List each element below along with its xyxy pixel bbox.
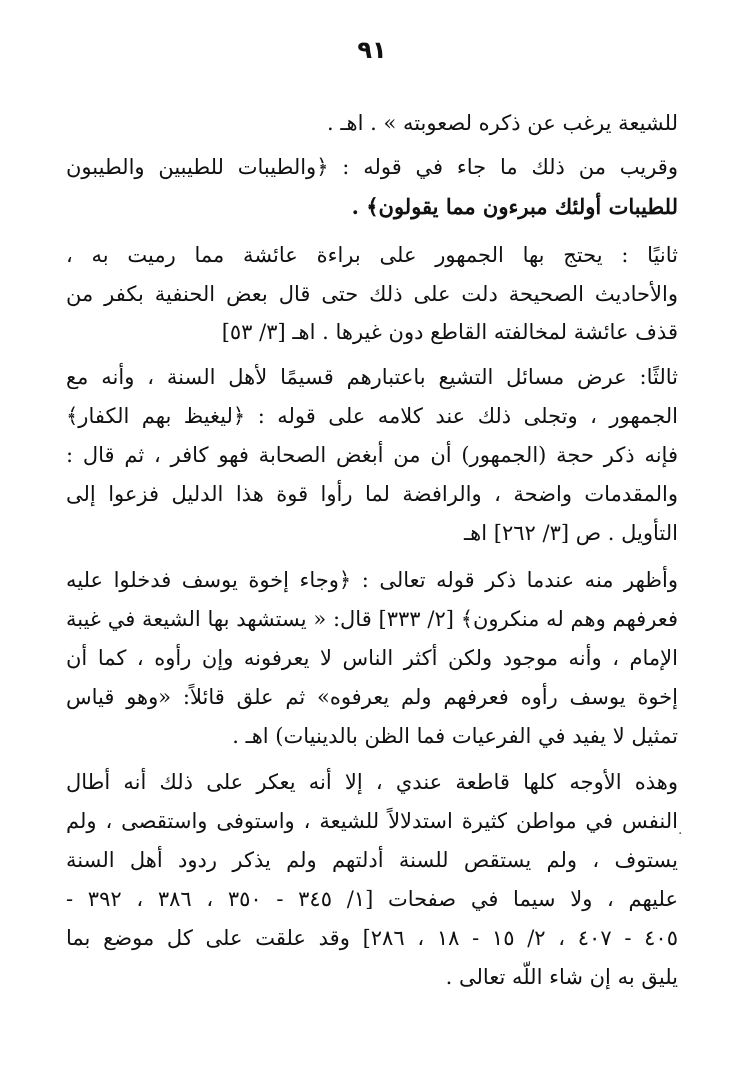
text-line: والأحاديث الصحيحة دلت على ذلك حتى قال بعض الحنفية بكفر من	[66, 282, 678, 306]
text-line: النفس في مواطن كثيرة استدلالاً للشيعة ، واستوفى واستقصى ، ولم	[66, 809, 678, 833]
text-line: والمقدمات واضحة ، والرافضة لما رأوا قوة هذا الدليل فزعوا إلى	[66, 482, 678, 506]
text-line: فعرفهم وهم له منكرون﴾ [٢/ ٣٣٣] قال: « يستشهد بها الشيعة في غيبة	[66, 607, 678, 631]
text-line: ثانيًا : يحتج بها الجمهور على براءة عائشة مما رميت به ،	[66, 243, 678, 267]
text-line: ثالثًا: عرض مسائل التشيع باعتبارهم قسيمًا لأهل السنة ، وأنه مع	[66, 365, 678, 389]
text-line: قذف عائشة لمخالفته القاطع دون غيرها . اهـ [٣/ ٥٣]	[221, 320, 678, 344]
text-line: التأويل . ص [٣/ ٢٦٢] اهـ	[464, 521, 678, 545]
margin-mark: ·	[678, 826, 683, 842]
text-line: إخوة يوسف رأوه فعرفهم ولم يعرفوه» ثم علق قائلاً: «وهو قياس	[66, 685, 678, 709]
text-line: فإنه ذكر حجة (الجمهور) أن من أبغض الصحابة فهو كافر ، ثم قال :	[66, 443, 678, 467]
text-line: تمثيل لا يفيد في الفرعيات فما الظن بالدينيات) اهـ .	[232, 724, 678, 748]
text-line: يستوف ، ولم يستقص للسنة أدلتهم ولم يذكر ردود أهل السنة	[66, 848, 678, 872]
text-line: الإمام ، وأنه موجود ولكن أكثر الناس لا يعرفونه وإن رأوه ، كما أن	[66, 646, 678, 670]
text-line: يليق به إن شاء اللّه تعالى .	[445, 965, 678, 989]
text-line: ٤٠٥ - ٤٠٧ ، ٢/ ١٥ - ١٨ ، ٢٨٦] وقد علقت على كل موضع بما	[66, 926, 678, 950]
text-line: وأظهر منه عندما ذكر قوله تعالى : ﴿وجاء إخوة يوسف فدخلوا عليه	[66, 568, 678, 592]
document-page	[66, 0, 678, 1079]
text-line: للشيعة يرغب عن ذكره لصعوبته » . اهـ .	[327, 111, 678, 135]
text-line: وهذه الأوجه كلها قاطعة عندي ، إلا أنه يعكر على ذلك أنه أطال	[66, 770, 678, 794]
text-line: الجمهور ، وتجلى ذلك عند كلامه على قوله : ﴿ليغيظ بهم الكفار﴾	[66, 404, 678, 428]
text-line: للطيبات أولئك مبرءون مما يقولون﴾ .	[351, 194, 678, 219]
text-line: عليهم ، ولا سيما في صفحات [١/ ٣٤٥ - ٣٥٠ ، ٣٨٦ ، ٣٩٢ -	[66, 887, 678, 911]
text-line: وقريب من ذلك ما جاء في قوله : ﴿والطيبات للطيبين والطيبون	[66, 155, 678, 179]
page-number: ٩١	[357, 36, 387, 64]
